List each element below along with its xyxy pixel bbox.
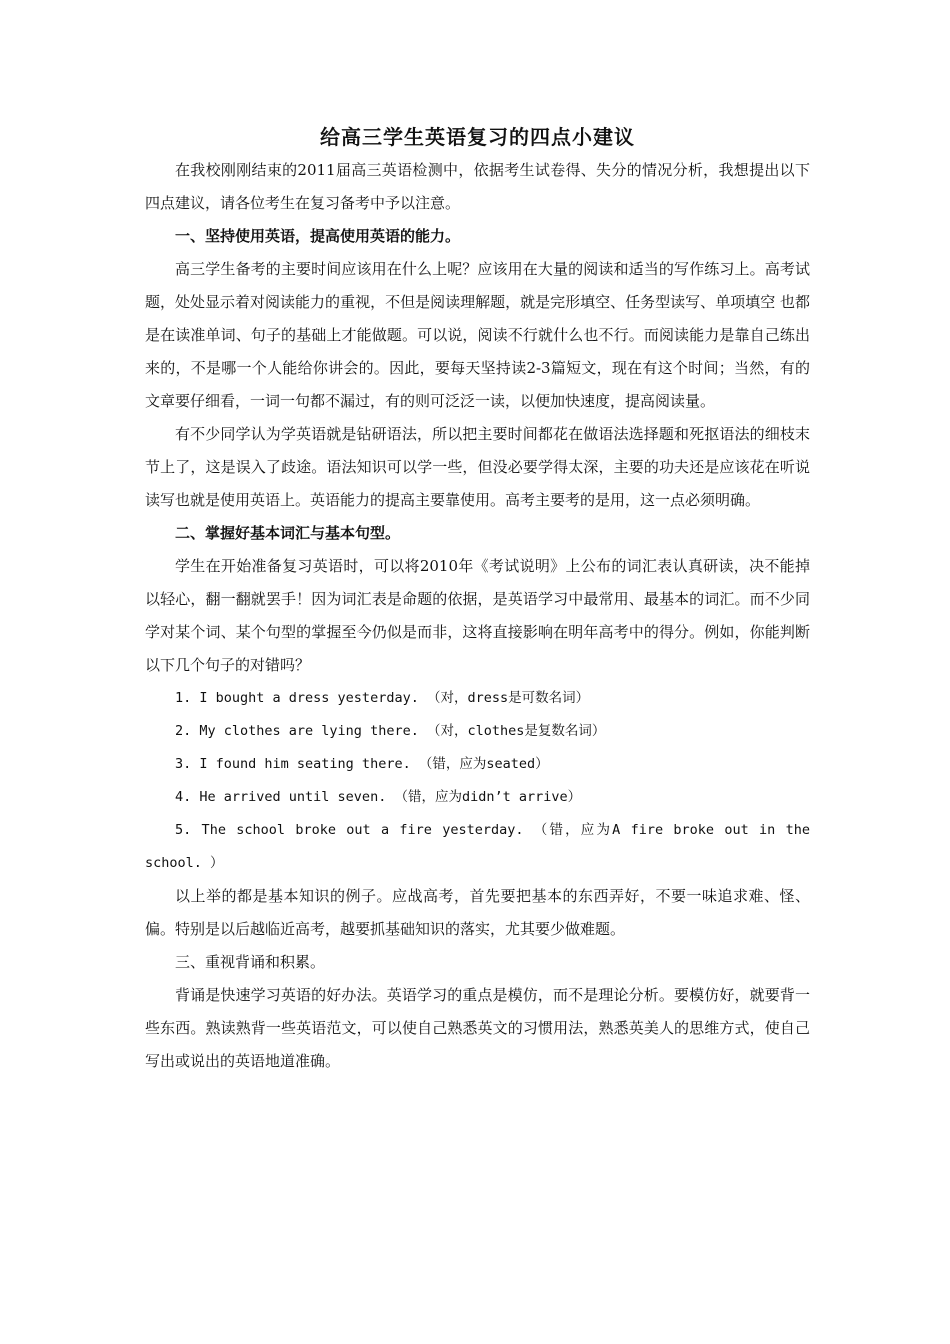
section-2-paragraph-1: 学生在开始准备复习英语时，可以将2010年《考试说明》上公布的词汇表认真研读，决不能掉以轻心，翻一翻就罢手！因为词汇表是命题的依据，是英语学习中最常用、最基本的词汇。而不少同学对某个词、某个句型的掌握至今仍似是而非，这将直接影响在明年高考中的得分。例如，你能判断以下几个句子的对错吗？ — [145, 557, 810, 674]
section-1-paragraph-1: 高三学生备考的主要时间应该用在什么上呢？应该用在大量的阅读和适当的写作练习上。高考试题，处处显示着对阅读能力的重视，不但是阅读理解题，就是完形填空、任务型读写、单项填空 也都是在读准单词、句子的基础上才能做题。可以说，阅读不行就什么也不行。而阅读能力是靠自己练出来的，不是哪一个人能给你讲会的。因此，要每天坚持读2-3篇短文，现在有这个时间；当然，有的文章要仔细看，一词一句都不漏过，有的则可泛泛一读，以便加快速度，提高阅读量。 — [145, 260, 810, 410]
example-sentence-3: 3. I found him seating there. （错，应为seated） — [175, 756, 549, 772]
example-sentence-1: 1. I bought a dress yesterday. （对，dress是可数名词） — [175, 690, 590, 706]
section-1-heading: 一、坚持使用英语，提高使用英语的能力。 — [175, 227, 461, 245]
example-sentence-2: 2. My clothes are lying there. （对，clothes是复数名词） — [175, 723, 606, 739]
section-2-paragraph-2: 以上举的都是基本知识的例子。应战高考，首先要把基本的东西弄好，不要一味追求难、怪、偏。特别是以后越临近高考，越要抓基础知识的落实，尤其要少做难题。 — [145, 887, 810, 938]
example-sentence-5: 5. The school broke out a fire yesterday. （错，应为A fire broke out in the school. ） — [145, 822, 810, 871]
section-1-paragraph-2: 有不少同学认为学英语就是钻研语法，所以把主要时间都花在做语法选择题和死抠语法的细枝末节上了，这是误入了歧途。语法知识可以学一些，但没必要学得太深，主要的功夫还是应该花在听说读写也就是使用英语上。英语能力的提高主要靠使用。高考主要考的是用，这一点必须明确。 — [145, 425, 810, 509]
example-sentence-4: 4. He arrived until seven. （错，应为didn’t arrive） — [175, 789, 582, 805]
section-3-paragraph-1: 背诵是快速学习英语的好办法。英语学习的重点是模仿，而不是理论分析。要模仿好，就要背一些东西。熟读熟背一些英语范文，可以使自己熟悉英文的习惯用法，熟悉英美人的思维方式，使自己写出或说出的英语地道准确。 — [145, 986, 810, 1070]
intro-paragraph: 在我校刚刚结束的2011届高三英语检测中，依据考生试卷得、失分的情况分析，我想提出以下四点建议，请各位考生在复习备考中予以注意。 — [145, 161, 810, 212]
document-title: 给高三学生英语复习的四点小建议 — [320, 125, 635, 149]
section-2-heading: 二、掌握好基本词汇与基本句型。 — [175, 524, 401, 542]
document-page — [145, 120, 810, 1078]
section-3-heading: 三、重视背诵和积累。 — [175, 953, 326, 971]
